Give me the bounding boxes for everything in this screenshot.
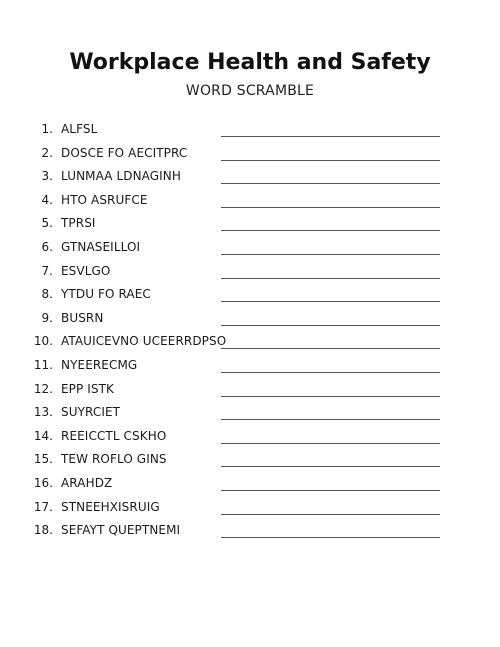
page-subtitle: WORD SCRAMBLE — [185, 83, 315, 99]
item-number: 11. — [33, 357, 53, 372]
scrambled-word: NYEERECMG — [61, 357, 138, 372]
item-number: 9. — [41, 310, 53, 325]
list-item — [0, 499, 500, 523]
item-number: 15. — [33, 452, 53, 467]
list-item — [0, 145, 500, 169]
answer-line — [221, 183, 440, 184]
item-number: 1. — [41, 122, 53, 136]
scrambled-word: STNEEHXISRUIG — [61, 499, 160, 514]
list-item — [0, 475, 500, 499]
scrambled-word: DOSCE FO AECITPRC — [61, 145, 188, 160]
list-item — [0, 428, 500, 452]
page-title: Workplace Health and Safety — [69, 50, 431, 75]
answer-line — [221, 466, 440, 467]
item-number: 2. — [41, 145, 53, 160]
answer-line — [221, 419, 440, 420]
scrambled-word: YTDU FO RAEC — [61, 287, 151, 302]
item-number: 13. — [33, 405, 53, 420]
scrambled-word: ATAUICEVNO UCEERRDPSO — [61, 334, 227, 349]
answer-line — [221, 537, 440, 538]
answer-line — [221, 348, 440, 349]
item-number: 10. — [33, 334, 53, 349]
scrambled-word: ALFSL — [61, 122, 98, 136]
list-item — [0, 404, 500, 428]
answer-line — [221, 230, 440, 231]
item-number: 16. — [33, 475, 53, 490]
list-item — [0, 121, 500, 145]
scrambled-word: ESVLGO — [61, 263, 111, 278]
answer-line — [221, 278, 440, 279]
item-number: 8. — [41, 287, 53, 302]
item-number: 17. — [33, 499, 53, 514]
answer-line — [221, 372, 440, 373]
answer-line — [221, 207, 440, 208]
item-number: 18. — [33, 523, 53, 538]
answer-line — [221, 136, 440, 137]
scrambled-word: LUNMAA LDNAGINH — [61, 169, 182, 184]
item-number: 14. — [33, 428, 53, 443]
answer-line — [221, 396, 440, 397]
item-number: 6. — [41, 239, 53, 254]
item-number: 5. — [41, 216, 53, 231]
answer-line — [221, 490, 440, 491]
item-number: 7. — [41, 263, 53, 278]
word-scramble-list — [0, 121, 500, 546]
list-item — [0, 215, 500, 239]
list-item — [0, 451, 500, 475]
list-item — [0, 357, 500, 381]
scrambled-word: SEFAYT QUEPTNEMI — [61, 523, 181, 538]
list-item — [0, 310, 500, 334]
item-number: 12. — [33, 381, 53, 396]
list-item — [0, 263, 500, 287]
scrambled-word: REEICCTL CSKHO — [61, 428, 167, 443]
scrambled-word: GTNASEILLOI — [61, 239, 141, 254]
answer-line — [221, 254, 440, 255]
list-item — [0, 522, 500, 546]
scrambled-word: HTO ASRUFCE — [61, 192, 148, 207]
scrambled-word: TEW ROFLO GINS — [61, 452, 167, 467]
scrambled-word: BUSRN — [61, 310, 104, 325]
scrambled-word: SUYRCIET — [61, 405, 121, 420]
scrambled-word: ARAHDZ — [61, 475, 113, 490]
answer-line — [221, 301, 440, 302]
item-number: 3. — [41, 169, 53, 184]
list-item — [0, 168, 500, 192]
list-item — [0, 192, 500, 216]
list-item — [0, 381, 500, 405]
list-item — [0, 333, 500, 357]
item-number: 4. — [41, 192, 53, 207]
scrambled-word: EPP ISTK — [61, 381, 115, 396]
list-item — [0, 286, 500, 310]
answer-line — [221, 443, 440, 444]
list-item — [0, 239, 500, 263]
answer-line — [221, 160, 440, 161]
answer-line — [221, 514, 440, 515]
scrambled-word: TPRSI — [61, 216, 96, 231]
answer-line — [221, 325, 440, 326]
